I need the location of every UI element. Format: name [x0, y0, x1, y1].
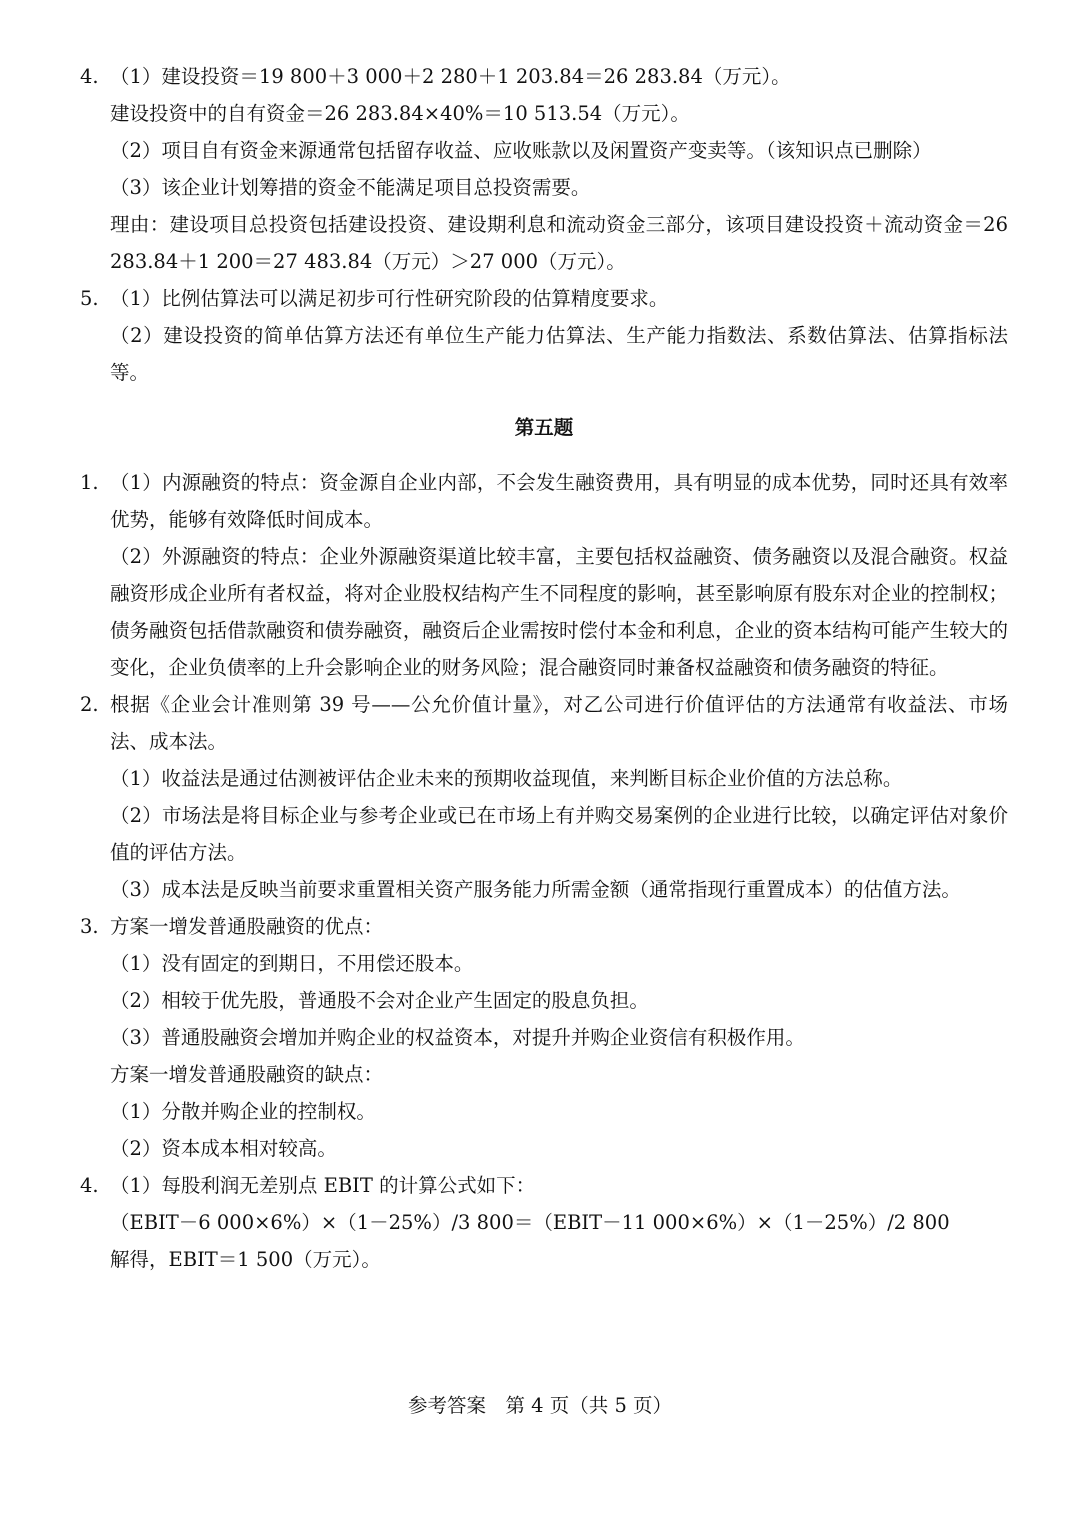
section-title: 第五题 — [514, 416, 574, 439]
answer-paragraph: （2）建设投资的简单估算方法还有单位生产能力估算法、生产能力指数法、系数估算法、估算指标法等。 — [110, 324, 1008, 384]
answer-line: （2）相较于优先股，普通股不会对企业产生固定的股息负担。 — [110, 989, 649, 1012]
answer-paragraph: 理由：建设项目总投资包括建设投资、建设期利息和流动资金三部分，该项目建设投资＋流动资金＝26 283.84＋1 200＝27 483.84（万元）＞27 000（万元）。 — [110, 213, 1008, 273]
answer-line: （1）每股利润无差别点 EBIT 的计算公式如下： — [110, 1174, 536, 1197]
item-number: 2. — [80, 693, 99, 716]
item-number: 3. — [80, 915, 99, 938]
answer-line: 方案一增发普通股融资的优点： — [110, 915, 384, 938]
answer-result: 解得，EBIT＝1 500（万元）。 — [110, 1248, 381, 1271]
answer-line: （1）没有固定的到期日，不用偿还股本。 — [110, 952, 474, 975]
answer-line: （3）普通股融资会增加并购企业的权益资本，对提升并购企业资信有积极作用。 — [110, 1026, 805, 1049]
answer-line: （1）分散并购企业的控制权。 — [110, 1100, 376, 1123]
answer-paragraph: （3）成本法是反映当前要求重置相关资产服务能力所需金额（通常指现行重置成本）的估值方法。 — [110, 878, 961, 901]
item-number: 5. — [80, 287, 99, 310]
ebit-formula: （EBIT－6 000×6%）×（1－25%）/3 800＝（EBIT－11 000×6%）×（1－25%）/2 800 — [110, 1211, 950, 1234]
answer-item-5 — [80, 280, 1008, 391]
answer-paragraph: （2）项目自有资金来源通常包括留存收益、应收账款以及闲置资产变卖等。（该知识点已删除） — [110, 139, 932, 162]
answer-line: 建设投资中的自有资金＝26 283.84×40%＝10 513.54（万元）。 — [110, 102, 690, 125]
answer-item-5-4 — [80, 1167, 1008, 1278]
item-number: 1. — [80, 471, 99, 494]
answer-item-5-2 — [80, 686, 1008, 908]
item-number: 4. — [80, 65, 99, 88]
answer-paragraph: （2）外源融资的特点：企业外源融资渠道比较丰富，主要包括权益融资、债务融资以及混合融资。权益融资形成企业所有者权益，将对企业股权结构产生不同程度的影响，甚至影响原有股东对企业的控制权；债务融资包括借款融资和债券融资，融资后企业需按时偿付本金和利息，企业的资本结构可能产生较大的变化，企业负债率的上升会影响企业的财务风险；混合融资同时兼备权益融资和债务融资的特征。 — [110, 545, 1008, 679]
answer-line: （1）建设投资＝19 800＋3 000＋2 280＋1 203.84＝26 283.84（万元）。 — [110, 65, 791, 88]
answer-line: 方案一增发普通股融资的缺点： — [110, 1063, 384, 1086]
answer-item-4 — [80, 58, 1008, 280]
answer-paragraph: （2）市场法是将目标企业与参考企业或已在市场上有并购交易案例的企业进行比较，以确定评估对象价值的评估方法。 — [110, 804, 1008, 864]
answer-item-5-1 — [80, 464, 1008, 686]
answer-line: （2）资本成本相对较高。 — [110, 1137, 337, 1160]
answer-line: （3）该企业计划筹措的资金不能满足项目总投资需要。 — [110, 176, 591, 199]
answer-line: （1）比例估算法可以满足初步可行性研究阶段的估算精度要求。 — [110, 287, 669, 310]
answer-item-5-3 — [80, 908, 1008, 1167]
page-footer: 参考答案 第 4 页（共 5 页） — [407, 1394, 673, 1417]
answer-paragraph: （1）内源融资的特点：资金源自企业内部，不会发生融资费用，具有明显的成本优势，同时还具有效率优势，能够有效降低时间成本。 — [110, 471, 1008, 531]
item-number: 4. — [80, 1174, 99, 1197]
answer-paragraph: 根据《企业会计准则第 39 号——公允价值计量》，对乙公司进行价值评估的方法通常有收益法、市场法、成本法。 — [110, 693, 1008, 753]
answer-line: （1）收益法是通过估测被评估企业未来的预期收益现值，来判断目标企业价值的方法总称。 — [110, 767, 903, 790]
